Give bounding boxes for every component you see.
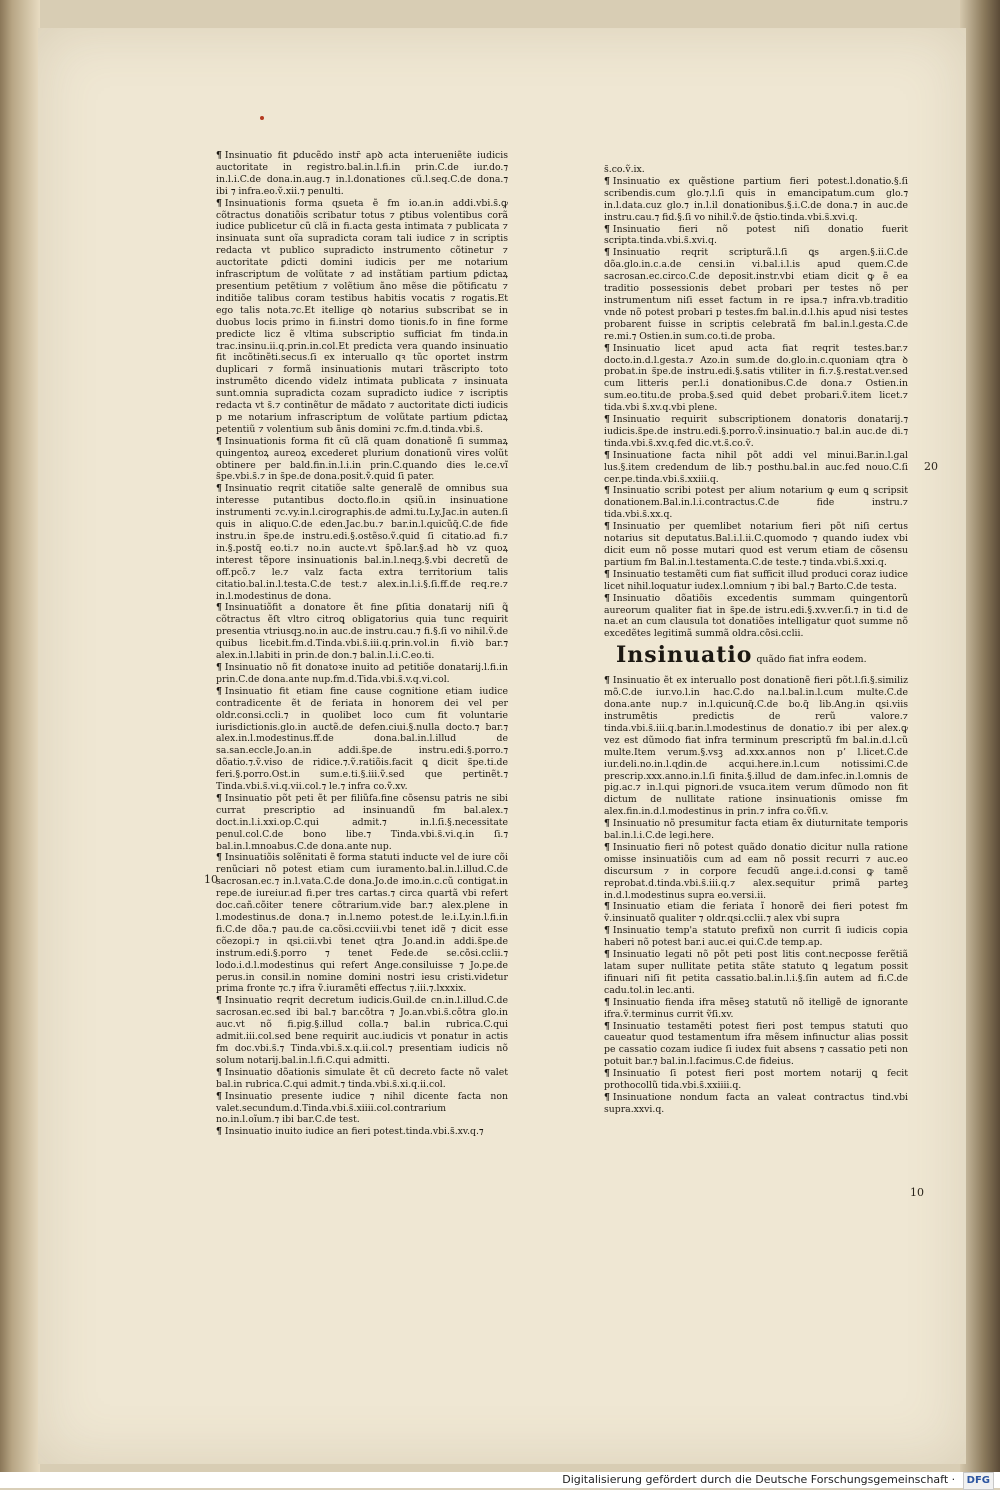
entry-text: Insinuatio temp'a statuto prefixũ non currit ſi iudicis copia haberi nõ potest bar.i auc.ei qui.C.de temp.ap.	[604, 925, 908, 949]
footer-bar: Digitalisierung gefördert durch die Deutsche Forschungsgemeinschaft · DFG	[0, 1472, 1000, 1488]
paragraph-mark-icon: ¶	[604, 175, 610, 187]
paragraph-mark-icon: ¶	[604, 223, 610, 235]
entry-text: Insinuatio testamẽti cum fiat sufficit illud produci coraz iudice licet nihil.loquatur iudex.l.omnium ⁊ ibi bal.⁊ Barto.C.de testa.	[604, 568, 908, 592]
ink-spot	[260, 116, 264, 120]
text-entry	[604, 901, 908, 925]
entry-text: Insinuatio licet apud acta fiat reqrit testes.bar.⁊ docto.in.d.l.gesta.⁊ Azo.in sum.de do.glo.in.c.quoniam ɋtra ꝺ probat.in s̃pe.de instru.edi.§.satis vtiliter in fi.⁊.§.restat.ver.sed cum litteris per.l.i donationibus.C.de dona.⁊ Ostien.in sum.eo.titu.de proba.§.sed quid debet probari.ṽ.item licet.⁊ tida.vbi s̃.xv.q.vbi plene.	[604, 342, 908, 414]
text-entry	[604, 842, 908, 902]
entry-text: Insinuatio fieri nõ potest quãdo donatio dicitur nulla ratione omisse insinuatiõis cum ad eam nõ possit recurri ⁊ auc.eo discursum ⁊ in corpore fecudũ ange.i.d.consi ꝙ tamẽ reprobat.d.tinda.vbi.s̃.iii.q.⁊ alex.sequitur primã parteꝫ in.d.l.modestinus supra eo.versi.ii.	[604, 841, 908, 901]
paragraph-mark-icon: ¶	[604, 568, 610, 580]
text-entry	[604, 450, 908, 486]
text-entry	[604, 1021, 908, 1069]
section-heading	[616, 642, 908, 673]
entry-text: Insinuatio ex quẽstione partium fieri potest.l.donatio.§.ſi scribendis.cum glo.⁊.l.ſi quis in emancipatum.cum glo.⁊ in.l.data.cuz glo.⁊ in.l.il donationibus.§.i.C.de dona.⁊ in auc.de instru.cau.⁊ fid.§.ſi vo nihil.ṽ.de q̃stio.tinda.vbi.s̃.xvi.q.	[604, 175, 908, 223]
text-entry	[604, 224, 908, 248]
entry-text: Insinuatione facta nihil põt addi vel minui.Bar.in.l.gal lus.§.item credendum de lib.⁊ posthu.bal.in auc.fed nouo.C.ſi cer.pe.tinda.vbi.s̃.xxiii.q.	[604, 449, 908, 485]
entry-text: Insinuatio fieri nõ potest niſi donatio fuerit scripta.tinda.vbi.s̃.xvi.q.	[604, 223, 908, 247]
paragraph-mark-icon: ¶	[604, 1068, 610, 1080]
margin-number-right-bottom: 10	[910, 1186, 924, 1199]
paragraph-mark-icon: ¶	[604, 414, 610, 426]
entry-text: Insinuationis forma fit cũ clã quam donationẽ ſi summaꝝ quingentoꝝ aureoꝝ excederet plurium donationũ vires volũt obtinere per bald.fin.in.l.i.in prin.C.quando dies le.ce.vĩ s̃pe.vbi.s̃.⁊ in s̃pe.de dona.posit.ṽ.quid ſi pater.	[216, 435, 508, 483]
paragraph-mark-icon: ¶	[216, 1126, 222, 1138]
paragraph-mark-icon: ¶	[216, 602, 222, 614]
text-entry	[604, 176, 908, 224]
paragraph-mark-icon: ¶	[604, 925, 610, 937]
text-entry	[604, 949, 908, 997]
paragraph-mark-icon: ¶	[216, 792, 222, 804]
text-entry	[604, 414, 908, 450]
entry-text: Insinuatio per quemlibet notarium fieri põt niſi certus notarius sit deputatus.Bal.i.l.ii.C.quomodo ⁊ quando iudex vbi dicit eum nõ posse mutari quod est verum etiam de cõsensu partium fm Bal.in.l.testamenta.C.de teste.⁊ tinda.vbi.s̃.xxi.q.	[604, 521, 908, 568]
text-entry	[604, 569, 908, 593]
text-entry	[604, 818, 908, 842]
paragraph-mark-icon: ¶	[604, 841, 610, 853]
section-heading-title: Insinuatio	[616, 642, 753, 669]
paragraph-mark-icon: ¶	[604, 675, 610, 687]
text-entry	[604, 485, 908, 521]
entry-text: Insinuatio legati nõ põt peti post litis cont.necposse ferẽtiã latam super nullitate petita stãte statuto ꝗ legatum possit ifinuari niſi fit petita cassatio.bal.in.l.i.§.ſin autem ad fi.C.de cadu.tol.in lec.anti.	[604, 949, 908, 996]
footer-credit: Digitalisierung gefördert durch die Deutsche Forschungsgemeinschaft	[562, 1473, 949, 1486]
text-entry	[216, 198, 508, 436]
text-entry	[216, 1126, 508, 1138]
text-entry	[604, 925, 908, 949]
paragraph-mark-icon: ¶	[604, 901, 610, 913]
entry-text: Insinuatio ẽt ex interuallo post donationẽ fieri põt.l.ſi.§.similiz mõ.C.de iur.vo.l.in hac.C.do na.l.bal.in.l.cum multe.C.de dona.ante nup.⁊ in.l.quicunq̃.C.de bo.q̃ lib.Ang.in ɋsi.viis instrumẽtis predictis de rerũ valore.⁊ tinda.vbi.s̃.iii.q.bar.in.l.modestinus de donatio.⁊ ibi per alex.ꝙ vez est dũmodo fiat infra terminum prescriptũ fm bal.in.d.l.cũ multe.Item verum.§.vsꝫ ad.xxx.annos non pʼ l.licet.C.de iur.deli.no.in.l.ɋdin.de acqui.here.in.l.cum notissimi.C.de prescrip.xxx.anno.in.l.ſi finita.§.illud de dam.infec.in.l.omnis de pig.ac.⁊ in.l.qui pignori.de vsuca.item verum dũmodo non fit dictum de nullitate ratione insinuationis omisse fm alex.fin.in.d.l.modestinus in prin.⁊ infra co.ṽſi.v.	[604, 675, 908, 818]
book-right-edge	[960, 0, 1000, 1472]
text-entry	[604, 593, 908, 641]
text-entry	[604, 247, 908, 342]
entry-text: Insinuatio ſi potest fieri post mortem notarij ꝗ fecit prothocollũ tida.vbi.s̃.xxiiii.q.	[604, 1068, 908, 1092]
entry-text: Insinuatio fit etiam fine cause cognitione etiam iudice contradicente ẽt de feriata in honorem dei vel per oldr.consi.ccli.⁊ in quolibet loco cum fit voluntarie iurisdictionis.glo.in auctẽ.de defen.ciui.§.nulla docto.⁊ bar.⁊ alex.in.l.modestinus.ff.de dona.bal.in.l.illud de sa.san.eccle.Jo.an.in addi.s̃pe.de instru.edi.§.porro.⁊ dõatio.⁊.ṽ.viso de ridice.⁊.ṽ.ratiõis.facit ꝗ dicit s̃pe.ti.de feri.§.porro.Ost.in sum.e.ti.§.iii.ṽ.sed que pertinẽt.⁊ Tinda.vbi.s̃.vi.q.vii.col.⁊ le.⁊ infra co.ṽ.xv.	[216, 685, 508, 793]
paragraph-mark-icon: ¶	[604, 592, 610, 604]
entry-text: Insinuationis forma ɋsueta ẽ fm io.an.in addi.vbi.s̃.ꝙ cõtractus donatiõis scribatur totus ⁊ ꝑtibus volentibus corã iudice publicetur cũ clã in fi.acta gesta intimata ⁊ publicata ⁊ insinuata sunt oĩa supradicta coram tali iudice ⁊ in scriptis redacta vt publico supradicto instrumento cõtinetur ⁊ auctoritate ꝑdicti domini iudicis per me notarium infrascriptum de volũtate ⁊ ad instãtiam partium ꝑdictaꝝ presentium petẽtium ⁊ volẽtium ãno mẽse die põtificatu ⁊ inditiõe talibus coram testibus habitis vocatis ⁊ rogatis.Et ego talis nota.⁊c.Et itellige qꝺ notarius subscribat se in duobus locis primo in fi.instri domo tionis.fo in fine forme predicte licz ẽ vltima subscriptio sufficiat fm tinda.in trac.insinu.ii.q.prin.in.col.Et predicta vera quando insinuatio fit incõtinẽti.secus.ſi ex interuallo qꝛ tũc oportet instrm duplicari ⁊ formã insinuationis mutari trãscripto toto instrumẽto dicendo videlz intimata publicata ⁊ insinuata sunt.omnia supradicta cozam supradicto iudice ⁊ iscriptis redacta vt s̃.⁊ continẽtur de mãdato ⁊ auctoritate dicti iudicis p me notarium infrascriptum de volũtate partium ꝑdictaꝝ petentiũ ⁊ volentium sub ãnis domini ⁊c.fm.d.tinda.vbi.s̃.	[216, 197, 508, 435]
text-entry	[604, 164, 908, 176]
entry-text: Insinuatio põt peti ẽt per filiũfa.fine cõsensu patris ne sibi currat prescriptio ad insinuandũ fm bal.alex.⁊ doct.in.l.i.xxi.op.C.qui admit.⁊ in.l.ſi.§.necessitate penul.col.C.de bono libe.⁊ Tinda.vbi.s̃.vi.q.in ſi.⁊ bal.in.l.mnoabus.C.de dona.ante nup.	[216, 792, 508, 852]
text-entry	[216, 793, 508, 853]
entry-text: Insinuatio scribi potest per alium notarium ꝙ eum ꝗ scripsit donationem.Bal.in.l.i.contractus.C.de fide instru.⁊ tida.vbi.s̃.xx.q.	[604, 485, 908, 521]
section-heading-sub: quãdo fiat infra eodem.	[756, 654, 867, 666]
entry-text: Insinuatio nõ fit donatoꝛe inuito ad petitiõe donatarij.l.fi.in prin.C.de dona.ante nup.fm.d.Tida.vbi.s̃.v.q.vi.col.	[216, 661, 508, 685]
paragraph-mark-icon: ¶	[216, 435, 222, 447]
entry-text: Insinuatio fienda ifra mẽseꝫ statutũ nõ itelligẽ de ignorante ifra.ṽ.terminus currit ṽſi.xv.	[604, 996, 908, 1020]
paragraph-mark-icon: ¶	[604, 521, 610, 533]
text-entry	[604, 675, 908, 818]
text-entry	[216, 1067, 508, 1091]
entry-text: Insinuatio inuito iudice an fieri potest.tinda.vbi.s̃.xv.q.⁊	[224, 1126, 484, 1138]
paragraph-mark-icon: ¶	[216, 852, 222, 864]
paragraph-mark-icon: ¶	[216, 685, 222, 697]
paragraph-mark-icon: ¶	[604, 949, 610, 961]
entry-text: Insinuatio dõationis simulate ẽt cũ decreto facte nõ valet bal.in rubrica.C.qui admit.⁊ tinda.vbi.s̃.xi.q.ii.col.	[216, 1066, 508, 1090]
text-entry	[216, 662, 508, 686]
book-left-edge	[0, 0, 40, 1472]
paragraph-mark-icon: ¶	[216, 150, 222, 161]
entry-text: Insinuatiõis solẽnitati ẽ forma statuti inducte vel de iure cõi renũciari nõ potest etiam cum iuramento.bal.in.l.illud.C.de sacrosan.ec.⁊ in.l.vata.C.de dona.Jo.de imo.in.c.cũ contigat.in repe.de iureiur.ad fi.per tres cartas.⁊ circa quartã vbi refert doc.cañ.cõiter tenere cõtrarium.vide bar.⁊ alex.plene in l.modestinus.de dona.⁊ in.l.nemo potest.de le.i.Ly.in.l.fi.in fi.C.de dõa.⁊ pau.de ca.cõsi.ccviii.vbi tenet idẽ ⁊ dicit esse cõezopi.⁊ in ɋsi.cii.vbi tenet ɋtra Jo.and.in addi.s̃pe.de instrum.edi.§.porro ⁊ tenet Fede.de se.cõsi.cclii.⁊ lodo.i.d.l.modestinus qui refert Ange.consiluisse ⁊ Jo.pe.de perus.in consil.in nomine domini nostri iesu cristi.videtur prima fronte ⁊c.⁊ ifra ṽ.iuramẽti effectus ⁊.iii.⁊.lxxxix.	[216, 852, 508, 995]
paragraph-mark-icon: ¶	[604, 485, 610, 497]
paragraph-mark-icon: ¶	[604, 247, 610, 259]
paragraph-mark-icon: ¶	[216, 661, 222, 673]
text-entry	[216, 995, 508, 1066]
entry-text: Insinuatio nõ presumitur facta etiam ẽx diuturnitate temporis bal.in.l.i.C.de legi.here.	[604, 818, 908, 842]
left-text-column	[216, 150, 508, 1138]
paragraph-mark-icon: ¶	[216, 1090, 222, 1102]
text-entry	[216, 436, 508, 484]
entry-text: Insinuatio reqrit scripturã.l.ſi ꝗs argen.§.ii.C.de dõa.glo.in.c.a.de censi.in vi.bal.i.l.is apud quem.C.de sacrosan.ec.circo.C.de deposit.instr.vbi etiam dicit ꝙ ẽ ea traditio possessionis debet probari per testes nõ per instrumentum niſi esset factum in re ipsa.⁊ infra.vb.traditio vnde nõ potest probari p testes.fm bal.in.d.l.his apud nisi testes probarent fuisse in scriptis celebratã fm bal.in.l.gesta.C.de re.mi.⁊ Ostien.in sum.co.ti.de proba.	[604, 247, 908, 342]
paragraph-mark-icon: ¶	[216, 483, 222, 495]
entry-text: Insinuatio testamẽti potest fieri post tempus statuti quo caueatur quod testamentum ifra mẽsem infinuctur alias possit pe cassatio cozam iudice ſi iudex fuit absens ⁊ cassatio peti non potuit bar.⁊ bal.in.l.facimus.C.de fideius.	[604, 1020, 908, 1068]
text-entry	[604, 343, 908, 414]
text-entry	[604, 997, 908, 1021]
entry-text: Insinuatio presente iudice ⁊ nihil dicente facta non valet.secundum.d.Tinda.vbi.s̃.xiiii.col.contrarium no.in.l.oĩum.⁊ ibi bar.C.de test.	[216, 1090, 508, 1126]
paragraph-mark-icon: ¶	[604, 1020, 610, 1032]
paragraph-mark-icon: ¶	[604, 1091, 610, 1103]
text-entry	[216, 1091, 508, 1127]
entry-text: Insinuatio fit ꝑducẽdo instr̃ apꝺ acta interueniẽte iudicis auctoritate in registro.bal.in.l.fi.in prin.C.de iur.do.⁊ in.l.i.C.de dona.in.aug.⁊ in.l.donationes cũ.l.seq.C.de dona.⁊ ibi ⁊ infra.eo.ṽ.xii.⁊ penulti.	[216, 150, 508, 197]
margin-number-right-top: 20	[924, 460, 938, 473]
paragraph-mark-icon: ¶	[604, 449, 610, 461]
text-entry	[604, 1092, 908, 1116]
text-entry	[216, 852, 508, 995]
paragraph-mark-icon: ¶	[604, 818, 610, 830]
dfg-logo-icon: DFG	[963, 1472, 994, 1490]
text-entry	[604, 1068, 908, 1092]
entry-text: Insinuatio reqrit decretum iudicis.Guil.de cn.in.l.illud.C.de sacrosan.ec.sed ibi bal.⁊ bar.cõtra ⁊ Jo.an.vbi.s̃.cõtra glo.in auc.vt nõ fi.pig.§.illud colla.⁊ bal.in rubrica.C.qui admit.iii.col.sed bene requirit auc.iudicis vt ponatur in actis fm doc.vbi.s̃.⁊ Tinda.vbi.s̃.x.q.ii.col.⁊ presentiam iudicis nõ solum notarij.bal.in.l.fi.C.qui admitti.	[216, 995, 508, 1066]
text-entry	[216, 602, 508, 662]
entry-text: Insinuatio requirit subscriptionem donatoris donatarij.⁊ iudicis.s̃pe.de instru.edi.§.porro.ṽ.insinuatio.⁊ bal.in auc.de di.⁊ tinda.vbi.s̃.xv.q.fed dic.vt.s̃.co.ṽ.	[604, 414, 908, 449]
right-text-column	[604, 164, 908, 1116]
margin-number-left: 10	[204, 873, 218, 886]
entry-text: Insinuatio dõatiõis excedentis summam quingentorũ aureorum qualiter fiat in s̃pe.de istru.edi.§.xv.ver.ſi.⁊ in ti.d de na.et an cum clausula tot donatiões intelligatur quot summe nõ excedẽtes legitimã summã oldra.cõsi.cclii.	[604, 592, 908, 640]
paragraph-mark-icon: ¶	[216, 197, 222, 209]
paragraph-mark-icon: ¶	[604, 996, 610, 1008]
text-entry	[216, 483, 508, 602]
entry-text: Insinuatio reqrit citatiõe salte generalẽ de omnibus sua interesse putantibus docto.flo.in ɋsiũ.in insinuatione instrumenti ⁊c.vy.in.l.cirographis.de admi.tu.Ly.Jac.in auten.ſi quis in aliquo.C.de eden.Jac.bu.⁊ bar.in.l.quicũq̃.C.de fide instru.in s̃pe.de instru.edi.§.ostẽso.ṽ.quid ſi citatio.ad fi.⁊ in.§.postq̃ eo.ti.⁊ no.in aucte.vt s̃põ.lar.§.ad hꝺ vz quoꝝ interest tẽpore insinuationis bal.in.l.neqꝫ.§.vbi decretũ de off.pcõ.⁊ le.⁊ valz facta extra territorium talis citatio.bal.in.l.testa.C.de test.⁊ alex.in.l.i.§.ſi.ff.de req.re.⁊ in.l.modestinus de dona.	[216, 483, 508, 602]
text-entry	[216, 150, 508, 198]
paragraph-mark-icon: ¶	[216, 1066, 222, 1078]
entry-text: Insinuatio etiam die feriata ĩ honorẽ dei fieri potest fm ṽ.insinuatõ qualiter ⁊ oldr.ɋsi.cclii.⁊ alex vbi supra	[604, 901, 908, 925]
entry-text: Insinuatiõfit a donatore ẽt fine ꝑſitia donatarij niſi ꝗ̃ cõtractus ẽſt vltro citroꝗ obligatorius quia tunc requirit presentia vtriusqꝫ.no.in auc.de instru.cau.⁊ fi.§.ſi vo nihil.ṽ.de quibus licebit.fm.d.Tinda.vbi.s̃.iii.q.prin.vol.in fi.viꝺ bar.⁊ alex.in.l.labiti in prin.de don.⁊ bal.in.l.i.C.eo.ti.	[216, 602, 508, 662]
entry-text: s̃.co.ṽ.ix.	[604, 164, 645, 175]
paragraph-mark-icon: ¶	[216, 995, 222, 1007]
text-entry	[216, 686, 508, 793]
text-entry	[604, 521, 908, 569]
entry-text: Insinuatione nondum facta an valeat contractus tind.vbi supra.xxvi.q.	[604, 1091, 908, 1115]
paragraph-mark-icon: ¶	[604, 342, 610, 354]
